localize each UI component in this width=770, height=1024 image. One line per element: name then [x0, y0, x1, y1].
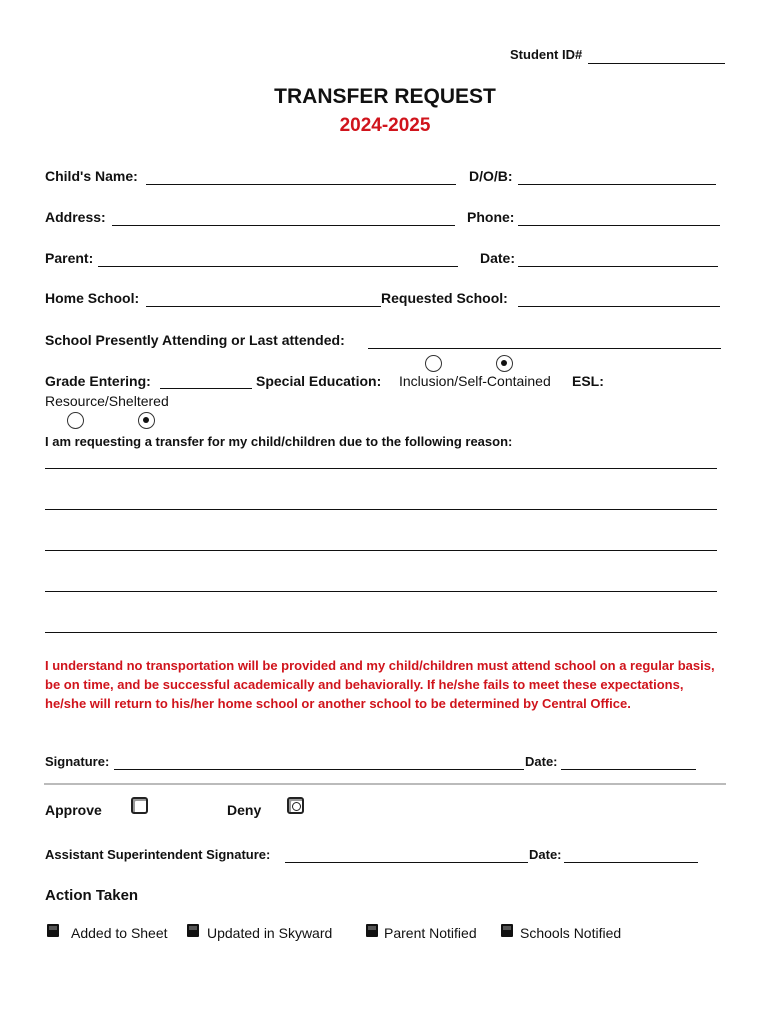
date-label: Date: [480, 250, 516, 266]
student-id-label: Student ID# [510, 47, 583, 62]
inclusion-radio[interactable] [425, 355, 442, 372]
address-field[interactable] [112, 225, 455, 226]
phone-field[interactable] [518, 225, 720, 226]
reason-line-1[interactable] [45, 468, 717, 469]
page-title: TRANSFER REQUEST [274, 85, 496, 108]
special-ed-radio-selected[interactable] [496, 355, 513, 372]
phone-label: Phone: [467, 209, 515, 225]
dob-label: D/O/B: [469, 168, 513, 184]
resource-option-label: Resource/Sheltered [45, 393, 169, 409]
grade-entering-field[interactable] [160, 388, 252, 389]
deny-label: Deny [227, 802, 262, 818]
child-name-field[interactable] [146, 184, 456, 185]
home-school-field[interactable] [146, 306, 381, 307]
approve-label: Approve [45, 802, 102, 818]
approve-checkbox[interactable] [131, 797, 148, 814]
parent-notified-label: Parent Notified [384, 925, 477, 941]
date-field[interactable] [518, 266, 718, 267]
action-taken-title: Action Taken [45, 887, 139, 904]
reason-line-4[interactable] [45, 591, 717, 592]
grade-entering-label: Grade Entering: [45, 373, 151, 389]
parent-field[interactable] [98, 266, 458, 267]
schools-notified-checkbox[interactable] [501, 924, 513, 937]
deny-checkbox[interactable] [287, 797, 304, 814]
asst-signature-label: Assistant Superintendent Signature: [45, 847, 271, 862]
address-label: Address: [45, 209, 106, 225]
signature-date-field[interactable] [561, 769, 696, 770]
asst-signature-date-field[interactable] [564, 862, 698, 863]
asst-signature-field[interactable] [285, 862, 528, 863]
updated-in-skyward-checkbox[interactable] [187, 924, 199, 937]
requested-school-label: Requested School: [381, 290, 508, 306]
esl-label: ESL: [572, 373, 604, 389]
resource-radio[interactable] [67, 412, 84, 429]
signature-date-label: Date: [525, 754, 558, 769]
school-attending-field[interactable] [368, 348, 721, 349]
reason-line-2[interactable] [45, 509, 717, 510]
schools-notified-label: Schools Notified [520, 925, 622, 941]
home-school-label: Home School: [45, 290, 140, 306]
divider [44, 783, 726, 785]
special-education-label: Special Education: [256, 373, 382, 389]
transportation-notice: I understand no transportation will be provided and my child/children must attend school on a regular basis, be on time, and be successful academically and behaviorally. If he/she fails to meet these expectations, he/she will return to his/her home school or another school to be determined by Central Office. [45, 658, 715, 711]
added-to-sheet-label: Added to Sheet [71, 925, 168, 941]
asst-signature-date-label: Date: [529, 847, 562, 862]
dob-field[interactable] [518, 184, 716, 185]
school-attending-label: School Presently Attending or Last attended: [45, 332, 345, 348]
requested-school-field[interactable] [518, 306, 720, 307]
signature-field[interactable] [114, 769, 524, 770]
inclusion-option-label: Inclusion/Self-Contained [399, 373, 551, 389]
parent-notified-checkbox[interactable] [366, 924, 378, 937]
reason-line-3[interactable] [45, 550, 717, 551]
signature-label: Signature: [45, 754, 110, 769]
parent-label: Parent: [45, 250, 94, 266]
child-name-label: Child's Name: [45, 168, 138, 184]
reason-prompt: I am requesting a transfer for my child/children due to the following reason: [45, 434, 513, 449]
sheltered-radio-selected[interactable] [138, 412, 155, 429]
updated-in-skyward-label: Updated in Skyward [207, 925, 333, 941]
added-to-sheet-checkbox[interactable] [47, 924, 59, 937]
reason-line-5[interactable] [45, 632, 717, 633]
student-id-field[interactable] [588, 63, 725, 64]
school-year: 2024-2025 [339, 115, 431, 136]
